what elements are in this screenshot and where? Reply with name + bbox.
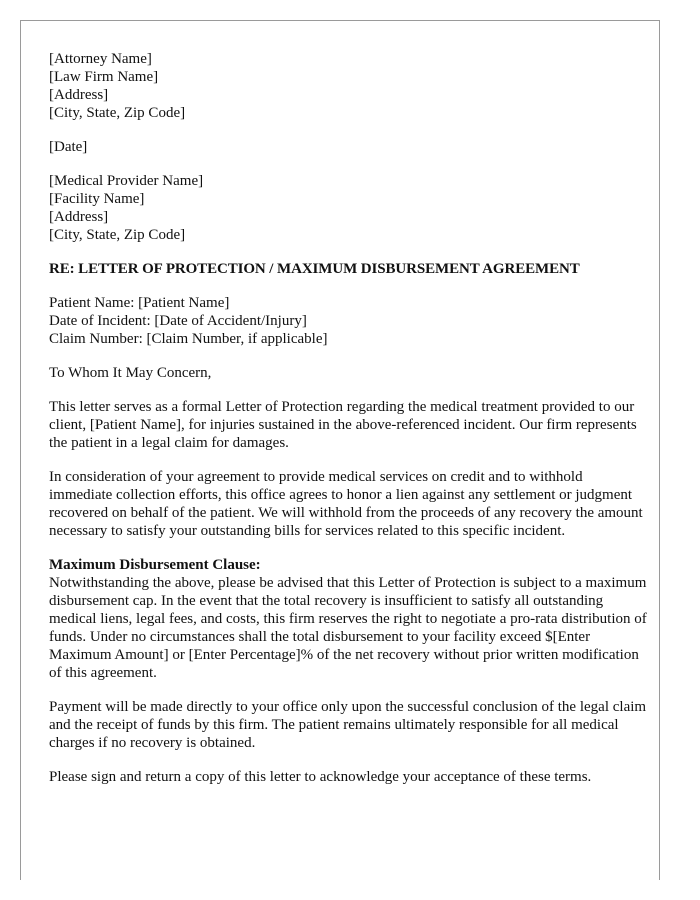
date-of-incident-line: Date of Incident: [Date of Accident/Injury] [49,313,307,329]
closing-paragraph: Please sign and return a copy of this letter to acknowledge your acceptance of these terms. [49,769,592,785]
consideration-paragraph: In consideration of your agreement to provide medical services on credit and to withhold immediate collection efforts, this office agrees to honor a lien against any settlement or judgment recovered on behalf of the patient. We will withhold from the proceeds of any recovery the amount necessary to satisfy your outstanding bills for services related to this specific incident. [49,469,643,539]
intro-paragraph: This letter serves as a formal Letter of Protection regarding the medical treatment provided to our client, [Patient Name], for injuries sustained in the above-referenced incident. Our firm represents the patient in a legal claim for damages. [49,399,637,451]
law-firm-name: [Law Firm Name] [49,69,159,85]
subject-line: RE: LETTER OF PROTECTION / MAXIMUM DISBURSEMENT AGREEMENT [49,261,580,277]
claim-number-line: Claim Number: [Claim Number, if applicable] [49,331,328,347]
clause-heading: Maximum Disbursement Clause: [49,557,261,573]
case-info-block [49,294,649,348]
facility-name: [Facility Name] [49,191,145,207]
payment-paragraph: Payment will be made directly to your office only upon the successful conclusion of the legal claim and the receipt of funds by this firm. The patient remains ultimately responsible for all medical charges if no recovery is obtained. [49,699,647,751]
sender-block [49,50,649,122]
provider-name: [Medical Provider Name] [49,173,204,189]
maximum-disbursement-clause [49,556,649,682]
date-block [49,138,649,156]
sender-city-state-zip: [City, State, Zip Code] [49,105,186,121]
recipient-address: [Address] [49,209,109,225]
recipient-block [49,172,649,244]
letter-page [20,20,660,880]
sender-address: [Address] [49,87,109,103]
salutation: To Whom It May Concern, [49,365,212,381]
recipient-city-state-zip: [City, State, Zip Code] [49,227,186,243]
attorney-name: [Attorney Name] [49,51,152,67]
patient-name-line: Patient Name: [Patient Name] [49,295,230,311]
letter-date: [Date] [49,139,88,155]
clause-body: Notwithstanding the above, please be advised that this Letter of Protection is subject to a maximum disbursement cap. In the event that the total recovery is insufficient to satisfy all outstanding medical liens, legal fees, and costs, this firm reserves the right to negotiate a pro-rata distribution of funds. Under no circumstances shall the total disbursement to your facility exceed $[Enter Maximum Amount] or [Enter Percentage]% of the net recovery without prior written modification of this agreement. [49,575,647,681]
letter-body [49,50,649,802]
